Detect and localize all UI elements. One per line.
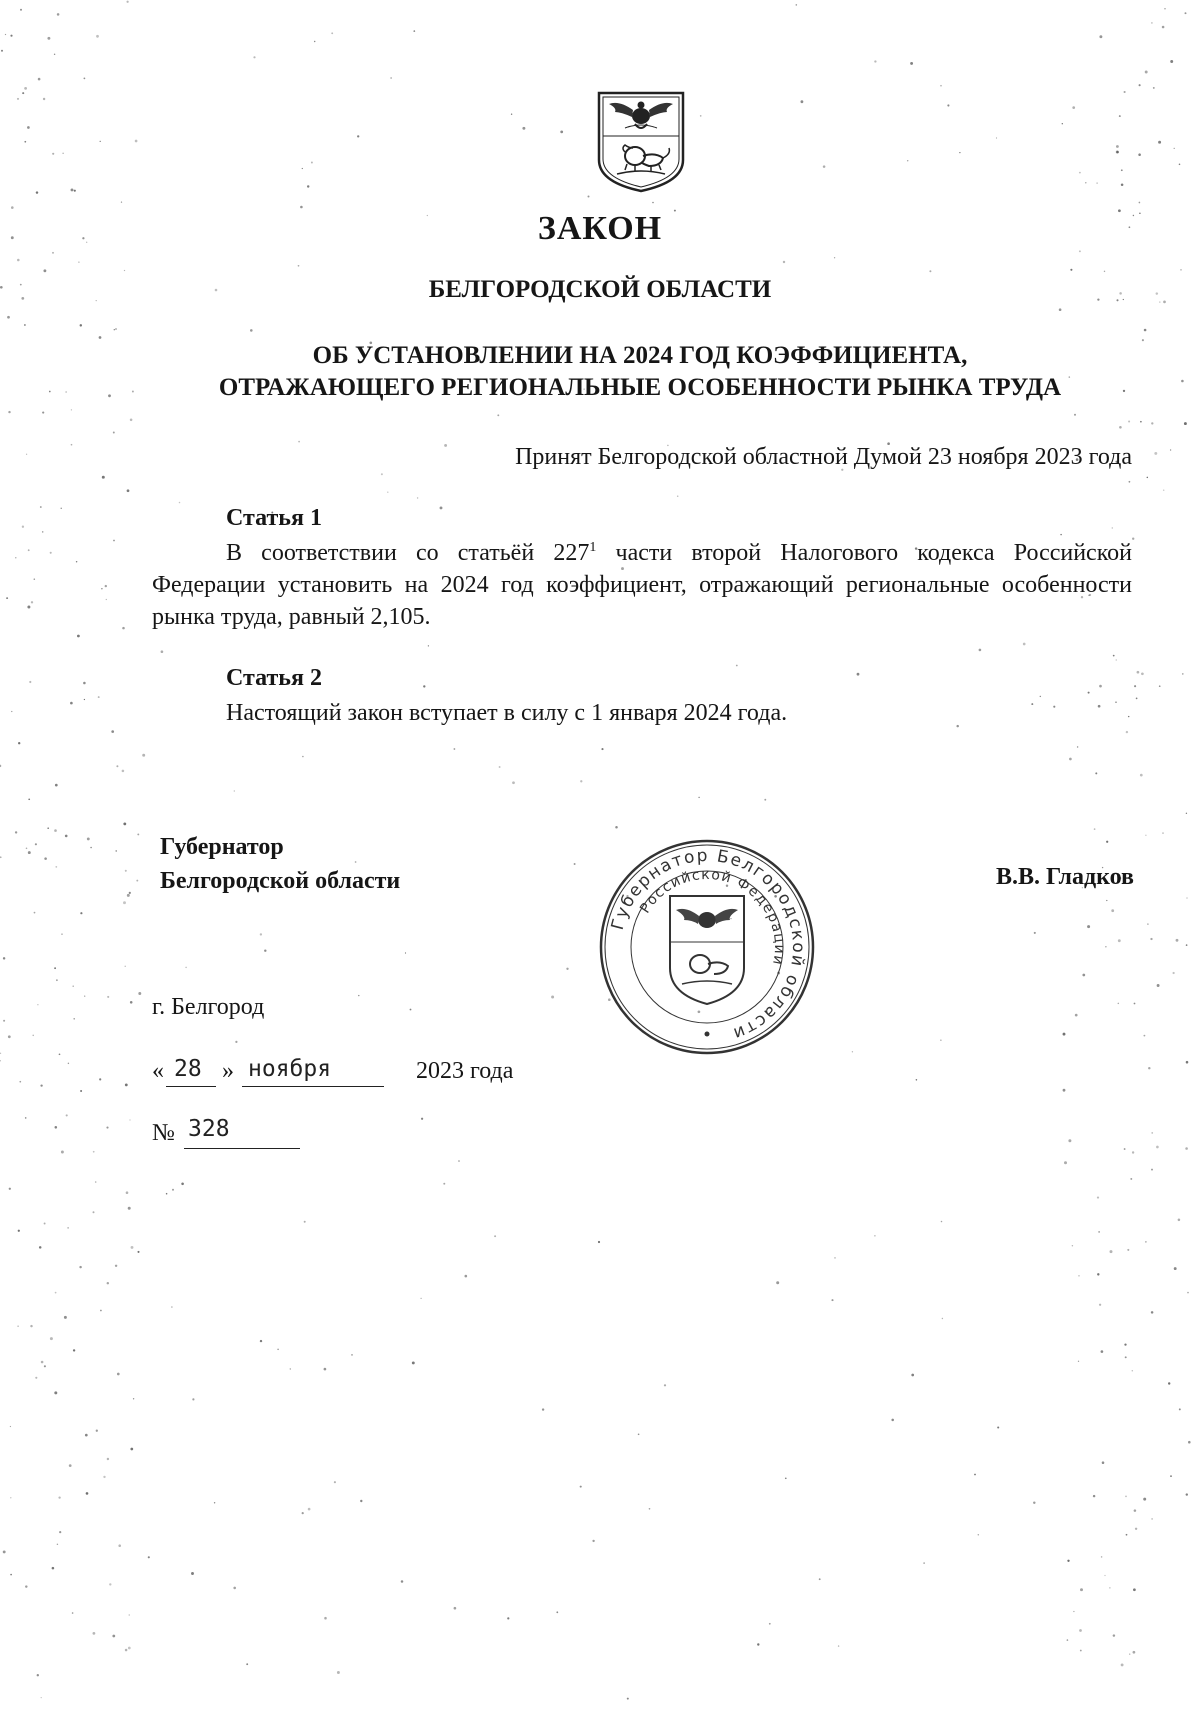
date-month: ноября (248, 1056, 332, 1082)
article-number-superscript: 1 (589, 540, 597, 555)
seal-outer-text: Губернатор Белгородской области (607, 845, 809, 1044)
article-1-text-start: В соответствии со статьёй 227 (226, 540, 590, 566)
document-type-title: ЗАКОН (537, 210, 663, 247)
coat-of-arms-icon (595, 90, 687, 193)
month-underline (242, 1086, 384, 1087)
signatory-position-line-2: Белгородской области (160, 868, 401, 894)
place-of-signing: г. Белгород (152, 994, 265, 1020)
signatory-position-line-1: Губернатор (160, 834, 284, 860)
date-day: 28 (174, 1056, 202, 1082)
number-sign: № (152, 1120, 175, 1146)
date-year: 2023 года (416, 1058, 514, 1084)
signatory-name: В.В. Гладков (995, 864, 1134, 890)
law-title-line-1: ОБ УСТАНОВЛЕНИИ НА 2024 ГОД КОЭФФИЦИЕНТА, (312, 342, 968, 369)
number-value: 328 (188, 1116, 230, 1142)
law-number (152, 1116, 352, 1154)
day-underline (166, 1086, 216, 1087)
signing-date (152, 1058, 572, 1092)
seal-inner-text: Российской Федерации (637, 866, 788, 968)
region-title: БЕЛГОРОДСКОЙ ОБЛАСТИ (428, 276, 772, 303)
date-close-quote: » (222, 1058, 234, 1084)
date-open-quote: « (152, 1058, 164, 1084)
law-title-line-2: ОТРАЖАЮЩЕГО РЕГИОНАЛЬНЫЕ ОСОБЕННОСТИ РЫНКА ТРУДА (218, 374, 1062, 401)
signatory-position (160, 830, 400, 898)
article-1-text-end: части второй Налогового кодекса Российской Федерации установить на 2024 год коэффициент, отражающий региональные особенности рынка труда, равный 2,105. (152, 540, 1132, 630)
law-title (150, 340, 1130, 404)
number-underline (184, 1148, 300, 1149)
article-1-heading: Статья 1 (226, 505, 322, 531)
adoption-note: Принят Белгородской областной Думой 23 ноября 2023 года (515, 444, 1132, 470)
article-2-text: Настоящий закон вступает в силу с 1 января 2024 года. (226, 700, 788, 726)
article-2-heading: Статья 2 (226, 665, 322, 691)
official-seal-icon (598, 838, 816, 1056)
article-1-text (152, 537, 1132, 633)
